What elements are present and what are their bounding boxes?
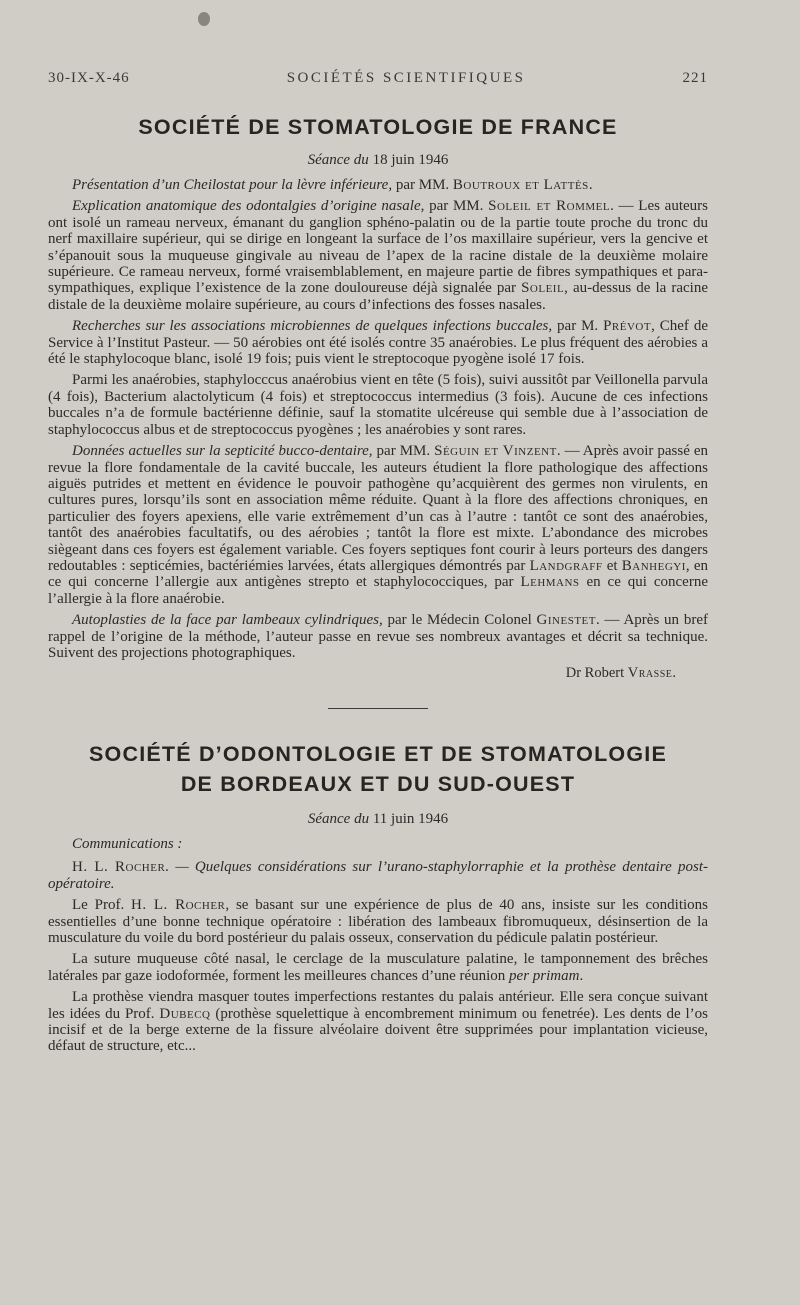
item-by: par le Médecin Colonel: [382, 612, 537, 629]
item-title: Autoplasties de la face par lambeaux cylindriques,: [72, 612, 383, 629]
text-run: La prothèse viendra masquer toutes imperfections restantes du palais antérieur. Elle sera conçue suivant les idées du Prof.: [48, 989, 708, 1022]
page-number: 221: [682, 70, 708, 86]
item-text-2: en ce qui concerne l’allergie à la flore anaérobie.: [48, 574, 708, 607]
text-run: , se basant sur une expérience de plus de 40 ans, insiste sur les conditions essentielles d’une bonne technique opératoire : libération des lambeaux fibromuqueux, désinsertion de la musculature du voile du bord postérieur du palais osseux, conservation du pédicule palatin postérieur.: [48, 897, 709, 946]
text-run: (prothèse squelettique à encombrement minimum ou fenetrée). Les dents de l’os incisif et de la berge externe de la fissure alvéolaire doivent être supprimées pour implantation vicieuse, défaut de structure, etc...: [48, 1005, 708, 1055]
text-run: .: [579, 967, 584, 984]
text-run: Le Prof.: [72, 897, 132, 914]
signature: [48, 665, 708, 682]
item-mid-2: , en ce qui concerne l’allergie aux antigènes strepto et staphylococciques, par: [48, 557, 708, 591]
author-ref: H. L. Rocher: [131, 897, 226, 914]
text-run: La suture muqueuse côté nasal, le cerclage de la musculature palatine, le tamponnement des brêches latérales par gaze iodoformée, forment les meilleures chances d’une réunion: [48, 951, 708, 984]
paragraph-suture: [48, 951, 708, 984]
item-by: par MM.: [372, 443, 435, 460]
section2-title: [48, 739, 708, 799]
author-ref: Dubecq: [159, 1005, 211, 1022]
item-title: Recherches sur les associations microbiennes de quelques infections buccales,: [72, 318, 553, 335]
item-authors: Soleil et Rommel: [488, 198, 611, 215]
item-authors: Prévot: [603, 318, 652, 335]
communication-heading: [48, 859, 708, 892]
seance-date: 18 juin 1946: [372, 152, 449, 168]
item-title: Données actuelles sur la septicité bucco-dentaire,: [72, 443, 373, 460]
header-date-range: 30-IX-X-46: [48, 70, 130, 86]
section2-title-line2: DE BORDEAUX ET DU SUD-OUEST: [180, 772, 576, 797]
ink-speck: [198, 12, 210, 26]
seance-label: Séance du: [307, 811, 370, 828]
comm-title: . — Quelques considérations sur l’urano-staphylorraphie et la prothèse dentaire post-opératoire.: [48, 859, 708, 892]
item-text: . — Après un bref rappel de l’origine de la méthode, l’auteur passe en revue ses nombreux avantages et décrit sa technique. Suivent des projections photographiques.: [48, 612, 708, 661]
running-header: [48, 70, 708, 87]
item-anaerobies: Parmi les anaérobies, staphylocccus anaérobius vient en tête (5 fois), suivi aussitôt par Veillonella parvula (4 fois), Bacterium alactolyticum (4 fois) et streptococcus intermedius (3 fois). Aucune de ces infections buccales n’a de formule bactérienne définie, sauf la stomatite ulcéreuse qui semble due à l’association de staphylococcus albus et de streptococcus pyogènes ; les anaérobies y sont rares.: [48, 372, 708, 438]
paragraph-technique: [48, 897, 708, 946]
item-authors: Ginestet: [536, 612, 596, 629]
item-septicite: [48, 443, 708, 607]
section2-title-line1: SOCIÉTÉ D’ODONTOLOGIE ET DE STOMATOLOGIE: [89, 742, 667, 767]
section2-seance: [48, 811, 708, 828]
item-associations: [48, 318, 708, 367]
item-ref: Soleil: [521, 280, 565, 297]
section-divider: [328, 708, 428, 709]
signature-name: Vrasse: [627, 665, 673, 682]
item-ref-3: Lehmans: [520, 574, 580, 591]
item-text: .: [588, 177, 593, 193]
communications-label: Communications :: [72, 836, 183, 853]
item-ref-2: Banhegyi: [621, 557, 686, 574]
section1-seance: [48, 152, 708, 169]
signature-prefix: Dr Robert: [565, 665, 628, 682]
section1-title: SOCIÉTÉ DE STOMATOLOGIE DE FRANCE: [138, 115, 618, 139]
comm-author: H. L. Rocher: [72, 859, 166, 876]
item-odontalgies: [48, 198, 708, 313]
item-mid: et: [602, 557, 622, 574]
item-cheilostat: [48, 177, 708, 193]
item-ref: Landgraff: [529, 557, 603, 574]
item-text: . — Les auteurs ont isolé un rameau nerveux, émanant du ganglion sphéno-palatin ou de la partie toute proche du tronc du nerf maxillaire supérieur, qui se dirige en longeant la surface de l’os maxillaire supérieur, vers la gencive et s’épanouit sous la muqueuse gingivale au niveau de l’apex de la racine distale de la deuxième molaire supérieure. Ce rameau nerveux, formé vraisemblablement, en majeure partie de fibres sympathiques et para-sympathiques, explique l’existence de la zone douloureuse déjà signalée par: [48, 198, 708, 297]
item-title: Présentation d’un Cheilostat pour la lèvre inférieure,: [72, 177, 393, 193]
item-by: par MM.: [392, 177, 453, 193]
italic-term: per primam: [509, 967, 580, 984]
item-text: . — Après avoir passé en revue la flore fondamentale de la cavité buccale, les auteurs étudient la flore pathologique des affections aiguës putrides et mettent en évidence le pouvoir pathogène qu’acquièrent des germes non virulents, en cultures pures, lorsqu’ils sont en association même réduite. Quant à la flore des affections chroniques, en particulier des foyers apexiens, elle varie extrêmement d’un cas à l’autre : tantôt ce sont des anaérobies, tantôt des anaérobies facultatifs, ou des aérobies ; tantôt la flore est mixte. L’abondance des microbes siègeant dans ces foyers est également variable. Ces foyers septiques font courir à leurs porteurs des dangers redoutables : septicémies, bactériémies larvées, états allergiques démontrés par: [48, 443, 709, 574]
item-autoplasties: [48, 612, 708, 661]
seance-label: Séance du: [307, 152, 369, 168]
paragraph-prothese: [48, 989, 708, 1055]
item-authors: Boutroux et Lattès: [452, 177, 589, 193]
page-content: [48, 112, 708, 1055]
item-authors: Séguin et Vinzent: [434, 443, 557, 460]
seance-date: 11 juin 1946: [372, 811, 449, 828]
item-text-2: , au-dessus de la racine distale de la deuxième molaire supérieure, au cours d’infections des fosses nasales.: [48, 280, 708, 313]
item-by: par MM.: [424, 198, 489, 215]
signature-suffix: .: [672, 665, 676, 682]
item-by: par M.: [552, 318, 604, 335]
running-title: SOCIÉTÉS SCIENTIFIQUES: [286, 70, 526, 86]
item-text: , Chef de Service à l’Institut Pasteur. — 50 aérobies ont été isolés contre 35 anaérobies. Le plus fréquent des aérobies a été le staphylocoque blanc, isolé 19 fois; puis vient le streptocoque pyogène isolé 17 fois.: [48, 318, 708, 368]
item-title: Explication anatomique des odontalgies d’origine nasale,: [72, 198, 425, 215]
